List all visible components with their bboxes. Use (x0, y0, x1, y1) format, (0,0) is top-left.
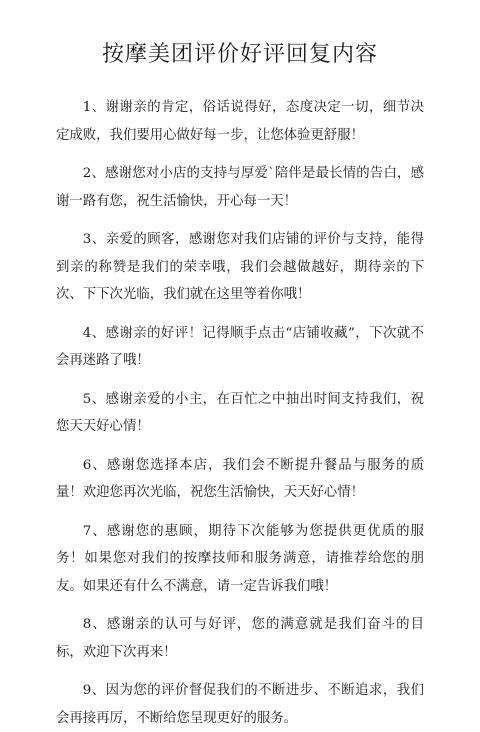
paragraph-4: 4、感谢亲的好评！记得顺手点击“店铺收藏”，下次就不会再迷路了哦！ (56, 325, 424, 368)
document-title: 按摩美团评价好评回复内容 (101, 42, 378, 67)
paragraph-2: 2、感谢您对小店的支持与厚爱`陪伴是最长情的告白，感谢一路有您，祝生活愉快，开心每一天！ (56, 166, 424, 209)
paragraph-3: 3、亲爱的顾客，感谢您对我们店铺的评价与支持，能得到亲的称赞是我们的荣幸哦，我们会越做越好，期待亲的下次、下下次光临，我们就在这里等着你哦！ (56, 232, 424, 302)
paragraph-7: 7、感谢您的惠顾，期待下次能够为您提供更优质的服务！如果您对我们的按摩技师和服务满意，请推荐给您的朋友。如果还有什么不满意，请一定告诉我们哦！ (56, 523, 424, 594)
paragraph-8: 8、感谢亲的认可与好评，您的满意就是我们奋斗的目标，欢迎下次再来！ (56, 617, 424, 660)
paragraph-9: 9、因为您的评价督促我们的不断进步、不断追求，我们会再接再厉，不断给您呈现更好的服务。 (56, 683, 424, 726)
paragraph-1: 1、谢谢亲的肯定，俗话说得好，态度决定一切，细节决定成败，我们要用心做好每一步，让您体验更舒服！ (56, 100, 424, 143)
paragraph-5: 5、感谢亲爱的小主，在百忙之中抽出时间支持我们，祝您天天好心情！ (56, 391, 424, 434)
paragraph-6: 6、感谢您选择本店，我们会不断提升餐品与服务的质量！欢迎您再次光临，祝您生活愉快，天天好心情！ (56, 457, 424, 500)
